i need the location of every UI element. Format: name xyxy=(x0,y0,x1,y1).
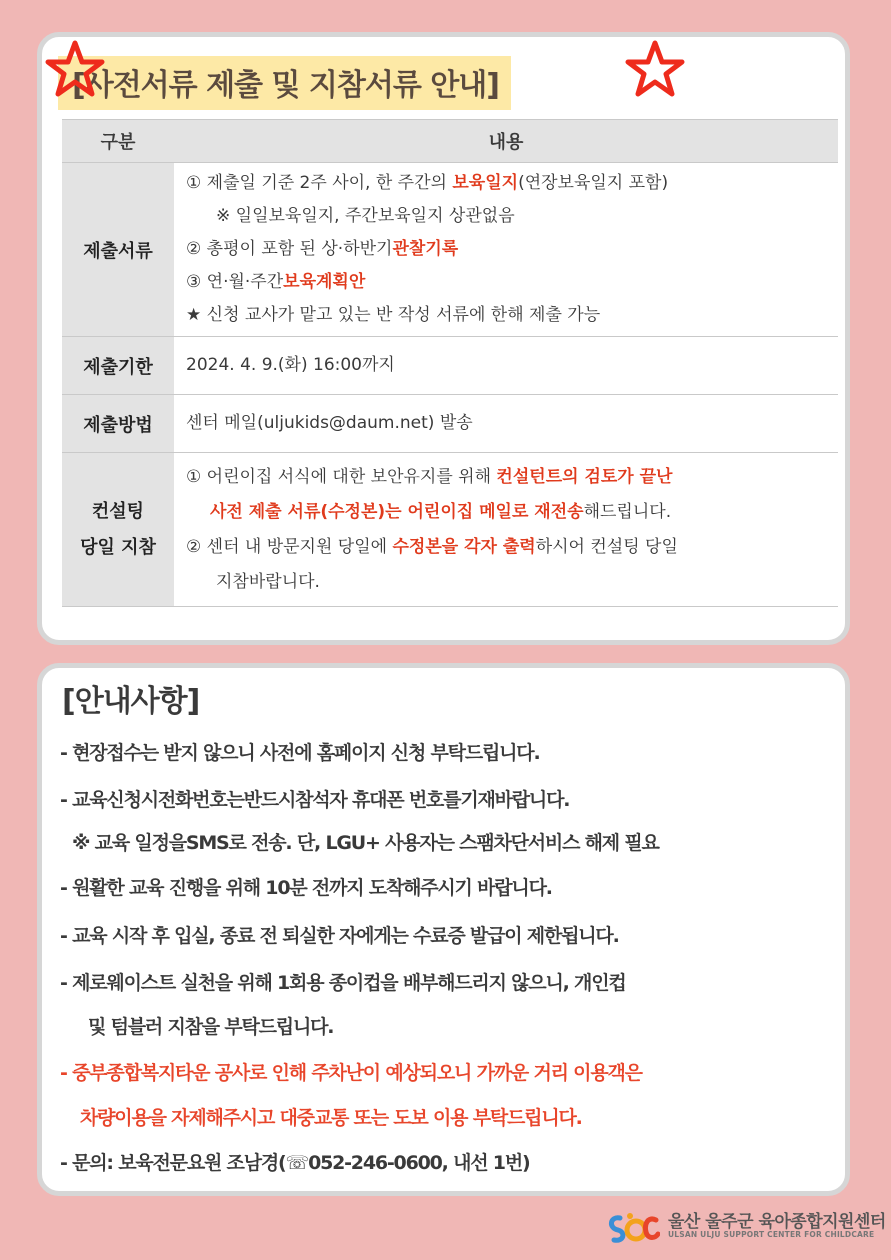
highlight-text: 보육일지 xyxy=(452,173,519,193)
row-label-consult xyxy=(62,453,174,607)
center-logo-icon xyxy=(606,1208,660,1246)
consult-line-3 xyxy=(186,530,826,565)
star-icon xyxy=(44,38,106,100)
highlight-text: 컨설턴트의 검토가 끝난 xyxy=(496,466,673,487)
table-row xyxy=(62,453,838,607)
header-content: 내용 xyxy=(174,120,838,163)
row-content-deadline: 2024. 4. 9.(화) 16:00까지 xyxy=(174,337,838,395)
row-content-consult xyxy=(174,453,838,607)
highlight-text: 보육계획안 xyxy=(283,272,366,292)
row-content-method: 센터 메일(uljukids@daum.net) 발송 xyxy=(174,395,838,453)
notice-sub-item: ※ 교육 일정을SMS로 전송. 단, LGU+ 사용자는 스팸차단서비스 해제 필요 xyxy=(72,832,659,854)
table-row xyxy=(62,163,838,337)
notice-item: - 교육신청시전화번호는반드시참석자 휴대폰 번호를기재바랍니다. xyxy=(60,789,570,811)
docs-line-3 xyxy=(186,233,826,266)
table-row xyxy=(62,337,838,395)
consult-line-1 xyxy=(186,460,826,495)
contact-info: - 문의: 보육전문요원 조남경(☏052-246-0600, 내선 1번) xyxy=(60,1152,530,1174)
footer-org-name-en: ULSAN ULJU SUPPORT CENTER FOR CHILDCARE xyxy=(668,1230,875,1239)
docs-line-4 xyxy=(186,266,826,299)
highlight-text: 수정본을 각자 출력 xyxy=(392,536,536,557)
notice-item-warning-cont: 차량이용을 자제해주시고 대중교통 또는 도보 이용 부탁드립니다. xyxy=(80,1107,582,1129)
consult-label-2: 당일 지참 xyxy=(80,536,156,558)
notice-item-warning: - 중부종합복지타운 공사로 인해 주차난이 예상되오니 가까운 거리 이용객은 xyxy=(60,1062,642,1084)
row-label-method: 제출방법 xyxy=(62,395,174,453)
text: 하시어 컨설팅 당일 xyxy=(535,536,678,557)
highlight-text: 사전 제출 서류(수정본)는 어린이집 메일로 재전송 xyxy=(210,501,584,522)
table-header-row xyxy=(62,120,838,163)
text: ② 총평이 포함 된 상·하반기 xyxy=(186,239,393,259)
row-label-deadline: 제출기한 xyxy=(62,337,174,395)
text: (연장보육일지 포함) xyxy=(518,173,669,193)
consult-line-2 xyxy=(186,495,826,530)
text: 해드립니다. xyxy=(583,501,672,522)
text: ① 제출일 기준 2주 사이, 한 주간의 xyxy=(186,173,453,193)
table-row xyxy=(62,395,838,453)
notice-item-cont: 및 텀블러 지참을 부탁드립니다. xyxy=(88,1016,334,1038)
notice-title: [안내사항] xyxy=(62,684,200,719)
title-wrap xyxy=(58,58,511,108)
row-content-docs xyxy=(174,163,838,337)
docs-line-2: ※ 일일보육일지, 주간보육일지 상관없음 xyxy=(216,206,515,226)
text: ③ 연·월·주간 xyxy=(186,272,284,292)
page-title: [사전서류 제출 및 지참서류 안내] xyxy=(58,56,511,110)
star-icon xyxy=(624,38,686,100)
highlight-text: 관찰기록 xyxy=(392,239,459,259)
docs-line-1 xyxy=(186,167,826,200)
notice-item: - 현장접수는 받지 않으니 사전에 홈페이지 신청 부탁드립니다. xyxy=(60,742,540,764)
row-label-docs: 제출서류 xyxy=(62,163,174,337)
notice-item: - 원활한 교육 진행을 위해 10분 전까지 도착해주시기 바랍니다. xyxy=(60,877,552,899)
info-table xyxy=(62,119,838,607)
notice-item: - 교육 시작 후 입실, 종료 전 퇴실한 자에게는 수료증 발급이 제한됩니다. xyxy=(60,925,619,947)
consult-line-4: 지참바랍니다. xyxy=(216,571,320,592)
header-category: 구분 xyxy=(62,120,174,163)
consult-label-1: 컨설팅 xyxy=(91,500,145,522)
docs-line-5: ★ 신청 교사가 맡고 있는 반 작성 서류에 한해 제출 가능 xyxy=(186,305,601,325)
text: ① 어린이집 서식에 대한 보안유지를 위해 xyxy=(186,466,497,487)
notice-item: - 제로웨이스트 실천을 위해 1회용 종이컵을 배부해드리지 않으니, 개인컵 xyxy=(60,972,626,994)
footer-org-name: 울산 울주군 육아종합지원센터 xyxy=(668,1212,886,1232)
text: ② 센터 내 방문지원 당일에 xyxy=(186,536,393,557)
